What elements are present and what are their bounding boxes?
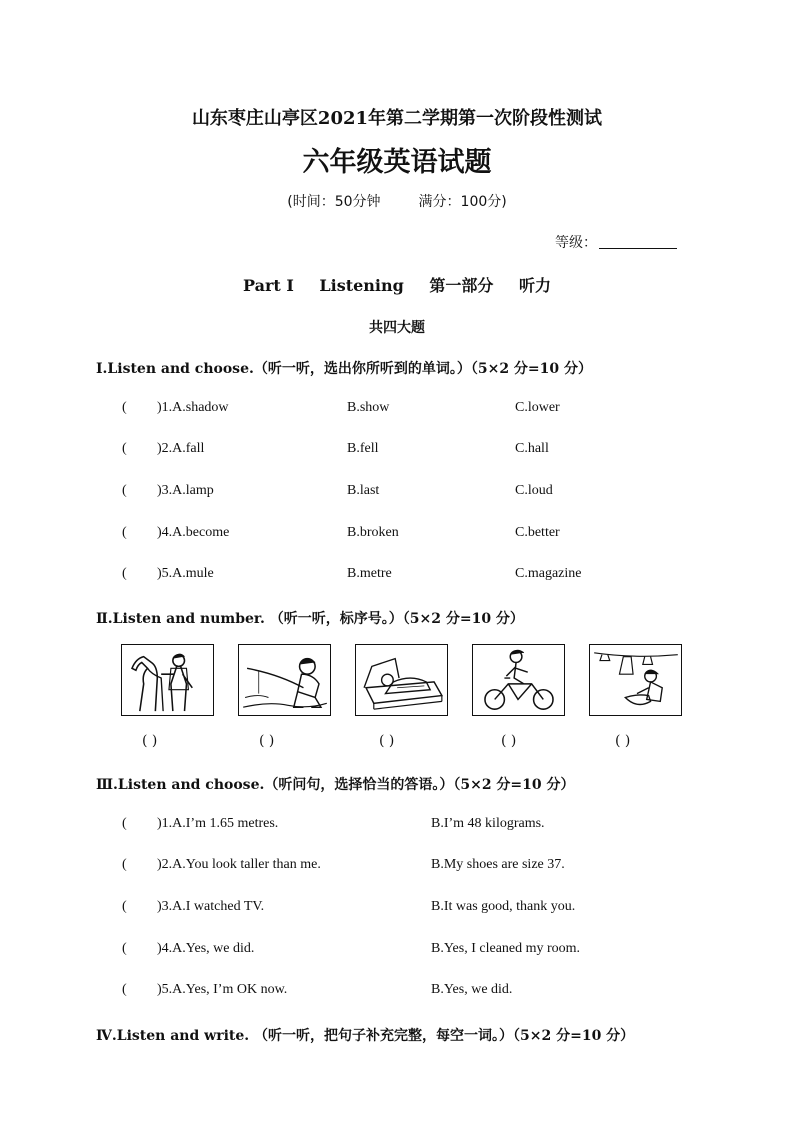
option-a: )5.A.Yes, I’m OK now. — [157, 982, 288, 997]
option-b: B.My shoes are size 37. — [431, 857, 565, 872]
option-a: )3.A.I watched TV. — [157, 899, 265, 914]
picture-1-answer[interactable]: ( ) — [142, 733, 158, 749]
section2-title: Ⅱ.Listen and number. （听一听，标序号。）（5×2 分=10 分） — [96, 611, 524, 627]
section1-item — [0, 441, 794, 461]
exam-score: 满分：100分) — [418, 194, 507, 210]
option-a: )2.A.You look taller than me. — [157, 857, 321, 872]
horse-riding-icon — [122, 645, 213, 715]
option-c: C.better — [515, 525, 560, 540]
option-a: )5.A.mule — [157, 566, 214, 581]
section3-item — [0, 857, 794, 877]
picture-2-answer[interactable]: ( ) — [259, 733, 275, 749]
option-b: B.last — [347, 483, 380, 498]
answer-blank[interactable]: ( — [122, 483, 127, 498]
option-c: C.loud — [515, 483, 553, 498]
picture-1 — [121, 644, 214, 716]
option-b: B.metre — [347, 566, 392, 581]
picture-4-answer[interactable]: ( ) — [501, 733, 517, 749]
washing-clothes-icon — [590, 645, 681, 715]
question-count: 共四大题 — [369, 320, 425, 336]
section1-title: Ⅰ.Listen and choose.（听一听，选出你所听到的单词。）（5×2 分=10 分） — [96, 361, 593, 377]
option-b: B.broken — [347, 525, 399, 540]
option-b: B.It was good, thank you. — [431, 899, 576, 914]
option-b: B.I’m 48 kilograms. — [431, 816, 545, 831]
grade-label: 等级： — [555, 235, 597, 251]
section3-title: Ⅲ.Listen and choose.（听问句，选择恰当的答语。）（5×2 分=10 分） — [96, 777, 575, 793]
option-b: B.fell — [347, 441, 379, 456]
answer-blank[interactable]: ( — [122, 857, 127, 872]
section3-item — [0, 941, 794, 961]
cycling-icon — [473, 645, 564, 715]
answer-blank[interactable]: ( — [122, 899, 127, 914]
option-c: C.hall — [515, 441, 549, 456]
option-b: B.Yes, we did. — [431, 982, 513, 997]
answer-blank[interactable]: ( — [122, 441, 127, 456]
fishing-icon — [239, 645, 330, 715]
section3-item — [0, 982, 794, 1002]
section1-item — [0, 400, 794, 420]
answer-blank[interactable]: ( — [122, 816, 127, 831]
option-a: )1.A.I’m 1.65 metres. — [157, 816, 279, 831]
part-chinese-2: 听力 — [519, 276, 552, 295]
picture-5-answer[interactable]: ( ) — [615, 733, 631, 749]
exam-title: 山东枣庄山亭区2021年第二学期第一次阶段性测试 — [191, 108, 603, 129]
grade-blank[interactable] — [599, 234, 677, 249]
section3-item — [0, 899, 794, 919]
section1-item — [0, 566, 794, 586]
part-english: Listening — [319, 276, 404, 295]
answer-blank[interactable]: ( — [122, 566, 127, 581]
section3-item — [0, 816, 794, 836]
picture-5 — [589, 644, 682, 716]
sleeping-icon — [356, 645, 447, 715]
option-c: C.magazine — [515, 566, 582, 581]
section1-item — [0, 525, 794, 545]
option-a: )2.A.fall — [157, 441, 205, 456]
exam-time: (时间：50分钟 — [287, 194, 381, 210]
option-a: )1.A.shadow — [157, 400, 229, 415]
part-heading — [0, 273, 794, 296]
option-a: )4.A.Yes, we did. — [157, 941, 255, 956]
answer-blank[interactable]: ( — [122, 982, 127, 997]
answer-blank[interactable]: ( — [122, 525, 127, 540]
option-b: B.Yes, I cleaned my room. — [431, 941, 581, 956]
picture-3 — [355, 644, 448, 716]
exam-subject: 六年级英语试题 — [302, 147, 492, 178]
picture-2 — [238, 644, 331, 716]
part-label: Part Ⅰ — [242, 276, 294, 295]
grade-field — [555, 232, 677, 252]
option-c: C.lower — [515, 400, 560, 415]
answer-blank[interactable]: ( — [122, 400, 127, 415]
picture-4 — [472, 644, 565, 716]
option-a: )3.A.lamp — [157, 483, 214, 498]
option-a: )4.A.become — [157, 525, 230, 540]
exam-info — [0, 191, 794, 211]
picture-3-answer[interactable]: ( ) — [379, 733, 395, 749]
section4-title: Ⅳ.Listen and write. （听一听，把句子补充完整，每空一词。）（5×2 分=10 分） — [96, 1028, 635, 1044]
answer-blank[interactable]: ( — [122, 941, 127, 956]
option-b: B.show — [347, 400, 390, 415]
section1-item — [0, 483, 794, 503]
part-chinese-1: 第一部分 — [429, 276, 494, 295]
